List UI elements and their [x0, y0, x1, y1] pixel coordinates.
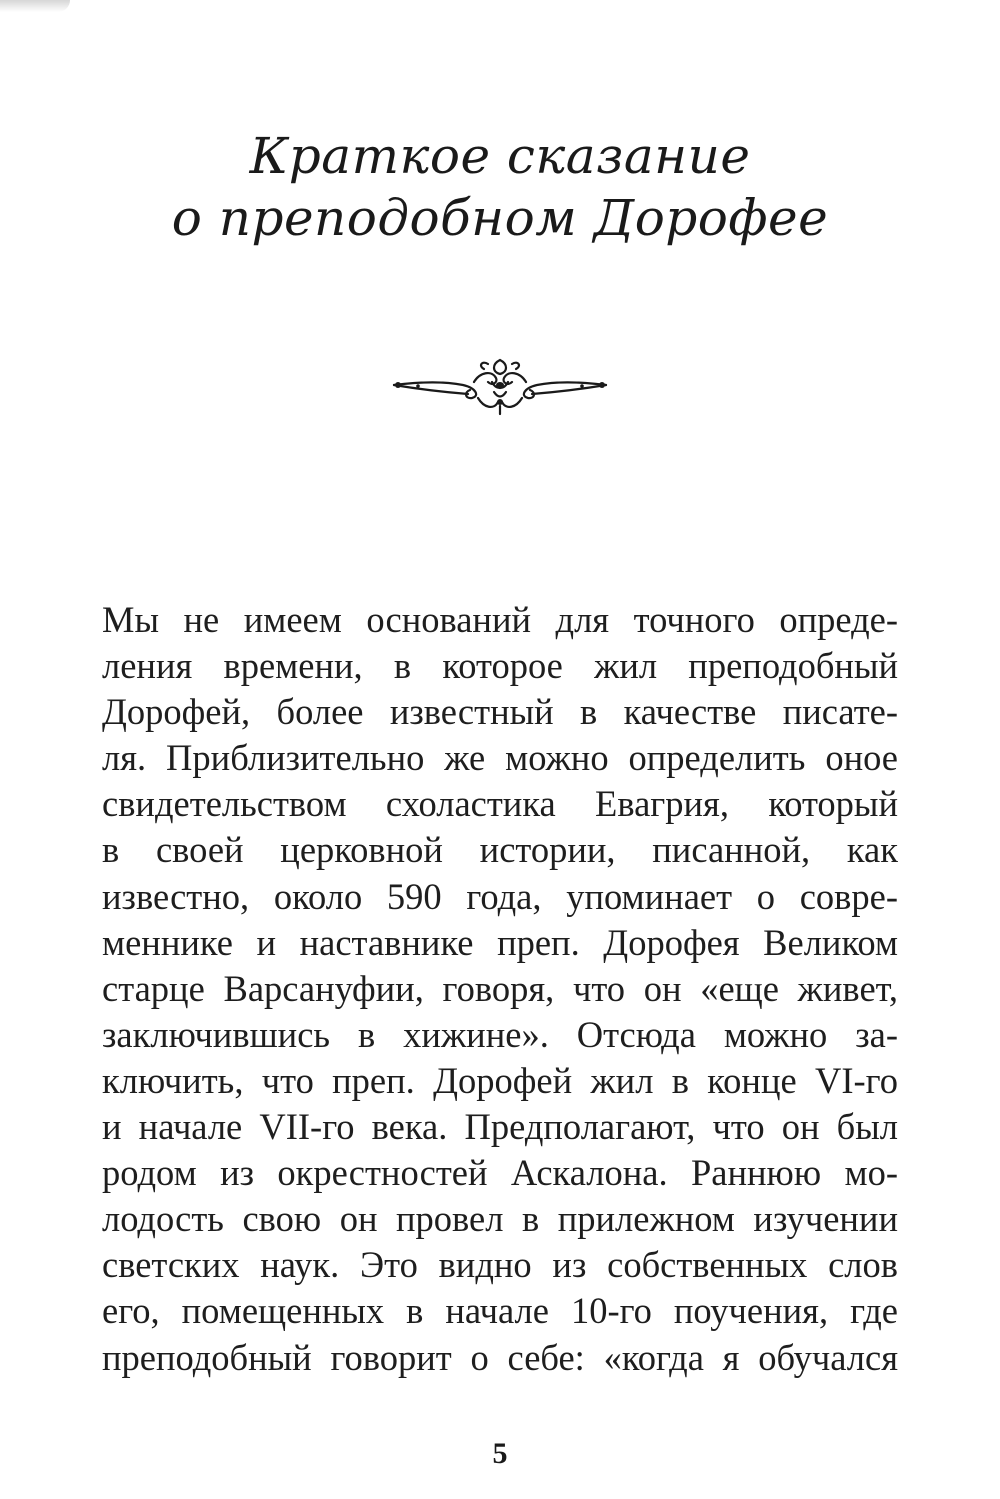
- text-line: известно, около 590 года, упоминает о совре-: [102, 875, 898, 917]
- text-line: лодость свою он провел в прилежном изучении: [102, 1198, 898, 1240]
- decorative-flourish-icon: [388, 352, 612, 418]
- text-line: свидетельством схоластика Евагрия, который: [102, 783, 898, 825]
- text-line: и начале VII-го века. Предполагают, что он был: [102, 1106, 898, 1148]
- text-line: старце Варсануфии, говоря, что он «еще живет,: [102, 967, 898, 1009]
- text-line: ключить, что преп. Дорофей жил в конце VI-го: [102, 1059, 898, 1101]
- page-corner-shadow: [0, 0, 70, 12]
- text-line: преподобный говорит о себе: «когда я обучался: [102, 1336, 898, 1378]
- text-line: родом из окрестностей Аскалона. Раннюю мо-: [102, 1152, 898, 1194]
- text-line: ля. Приблизительно же можно определить оное: [102, 737, 898, 779]
- page-number: 5: [492, 1437, 508, 1470]
- body-paragraph: [102, 597, 898, 1381]
- text-line: ления времени, в которое жил преподобный: [102, 645, 898, 687]
- text-line: заключившись в хижине». Отсюда можно за-: [102, 1013, 898, 1055]
- text-line: светских наук. Это видно из собственных слов: [102, 1244, 898, 1286]
- text-line: Мы не имеем оснований для точного опреде-: [102, 599, 898, 640]
- text-line: меннике и наставнике преп. Дорофея Великом: [102, 921, 898, 963]
- text-line: Дорофей, более известный в качестве писате-: [102, 691, 898, 733]
- chapter-title-line-2: о преподобном Дорофее: [171, 189, 829, 247]
- text-line: его, помещенных в начале 10-го поучения, где: [102, 1290, 898, 1332]
- text-line: в своей церковной истории, писанной, как: [102, 829, 898, 871]
- chapter-title-line-1: Краткое сказание: [249, 127, 751, 185]
